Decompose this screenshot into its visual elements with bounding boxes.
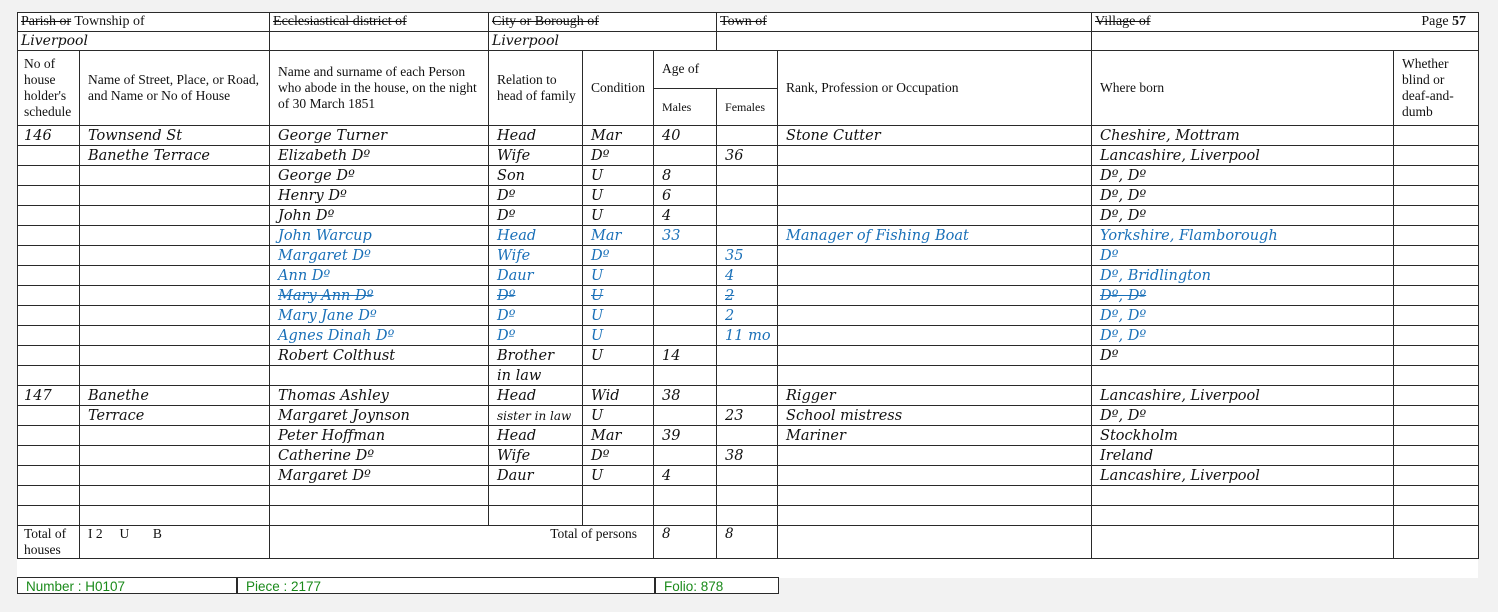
cell-occupation [778,366,1092,386]
table-row [18,486,1479,506]
cell-age-male: 33 [654,226,717,246]
city-label-text: City or Borough of [492,14,599,29]
cell-relation [489,486,583,506]
reference-piece: Piece : 2177 [237,577,655,594]
cell-occupation [778,346,1092,366]
cell-blind [1394,146,1479,166]
cell-name: Ann Dº [270,266,489,286]
cell-age-male [654,486,717,506]
cell-relation: Dº [489,186,583,206]
total-occupation-blank [778,526,1092,559]
cell-occupation: Stone Cutter [778,126,1092,146]
cell-schedule: 147 [18,386,80,406]
cell-blind [1394,306,1479,326]
cell-age-male [654,146,717,166]
table-row [18,426,1479,446]
cell-name: Henry Dº [270,186,489,206]
cell-age-female: 11 mo [717,326,778,346]
cell-age-female [717,166,778,186]
cell-age-male: 14 [654,346,717,366]
cell-age-male [654,366,717,386]
table-row [18,406,1479,426]
cell-blind [1394,166,1479,186]
cell-blind [1394,266,1479,286]
cell-street [80,266,270,286]
cell-name: George Dº [270,166,489,186]
cell-age-female [717,386,778,406]
cell-age-female: 4 [717,266,778,286]
cell-age-female [717,426,778,446]
city-label [489,13,717,32]
cell-street [80,446,270,466]
cell-age-female [717,206,778,226]
cell-condition: U [583,286,654,306]
cell-blind [1394,226,1479,246]
cell-occupation [778,146,1092,166]
col-header-age: Age of [654,51,778,89]
cell-relation: Wife [489,146,583,166]
cell-relation: Brother [489,346,583,366]
cell-street: Banethe Terrace [80,146,270,166]
cell-blind [1394,466,1479,486]
table-row [18,226,1479,246]
table-row-struck [18,286,1479,306]
cell-age-female [717,506,778,526]
cell-where-born: Dº, Dº [1092,206,1394,226]
cell-relation: Son [489,166,583,186]
cell-age-female [717,466,778,486]
cell-condition: U [583,166,654,186]
cell-condition: Dº [583,246,654,266]
cell-schedule [18,186,80,206]
cell-street [80,466,270,486]
table-row [18,146,1479,166]
cell-condition [583,366,654,386]
cell-age-female: 38 [717,446,778,466]
total-males: 8 [654,526,717,559]
cell-name: Robert Colthust [270,346,489,366]
cell-occupation [778,266,1092,286]
cell-street [80,486,270,506]
col-header-street: Name of Street, Place, or Road, and Name or No of House [80,51,270,126]
cell-blind [1394,126,1479,146]
total-blind-blank [1394,526,1479,559]
cell-street [80,206,270,226]
cell-relation: Wife [489,246,583,266]
cell-age-male [654,286,717,306]
village-value [1092,32,1479,51]
cell-condition [583,506,654,526]
cell-where-born: Dº, Dº [1092,306,1394,326]
col-header-name: Name and surname of each Person who abode in the house, on the night of 30 March 1851 [270,51,489,126]
cell-schedule [18,266,80,286]
reference-number: Number : H0107 [17,577,237,594]
town-value [717,32,1092,51]
cell-street [80,286,270,306]
cell-occupation [778,446,1092,466]
cell-blind [1394,326,1479,346]
cell-schedule [18,166,80,186]
table-row [18,346,1479,366]
table-row [18,266,1479,286]
cell-street: Townsend St [80,126,270,146]
cell-blind [1394,346,1479,366]
table-row [18,186,1479,206]
cell-blind [1394,446,1479,466]
cell-condition: U [583,306,654,326]
cell-condition: Mar [583,226,654,246]
table-row [18,506,1479,526]
cell-blind [1394,206,1479,226]
cell-condition: U [583,266,654,286]
cell-street [80,326,270,346]
page-indicator [1421,14,1466,30]
cell-age-male: 39 [654,426,717,446]
town-label [717,13,1092,32]
cell-occupation [778,306,1092,326]
cell-name: Elizabeth Dº [270,146,489,166]
col-header-schedule: No of house holder's schedule [18,51,80,126]
total-born-blank [1092,526,1394,559]
cell-condition: Mar [583,426,654,446]
cell-where-born: Dº [1092,346,1394,366]
cell-street [80,346,270,366]
cell-blind [1394,246,1479,266]
cell-where-born: Dº, Dº [1092,286,1394,306]
cell-schedule [18,226,80,246]
page-label: Page [1421,14,1449,29]
ecclesiastical-label [270,13,489,32]
cell-blind [1394,186,1479,206]
totals-row [18,526,1479,559]
col-header-occupation: Rank, Profession or Occupation [778,51,1092,126]
table-row [18,366,1479,386]
cell-name: Margaret Joynson [270,406,489,426]
reference-folio: Folio: 878 [655,577,779,594]
cell-name: Agnes Dinah Dº [270,326,489,346]
table-row [18,446,1479,466]
cell-where-born [1092,486,1394,506]
total-houses-label: Total of houses [18,526,80,559]
city-value: Liverpool [489,32,717,51]
table-row [18,166,1479,186]
cell-age-male: 4 [654,206,717,226]
cell-relation: Dº [489,306,583,326]
cell-where-born: Cheshire, Mottram [1092,126,1394,146]
cell-condition: U [583,406,654,426]
cell-relation: in law [489,366,583,386]
cell-where-born [1092,366,1394,386]
cell-age-female: 2 [717,286,778,306]
cell-age-male: 40 [654,126,717,146]
cell-relation [489,506,583,526]
cell-age-male [654,266,717,286]
cell-condition: Mar [583,126,654,146]
cell-occupation: Mariner [778,426,1092,446]
cell-schedule [18,406,80,426]
cell-relation: Dº [489,206,583,226]
cell-relation: Head [489,126,583,146]
cell-name: Peter Hoffman [270,426,489,446]
col-header-blind: Whether blind or deaf-and-dumb [1394,51,1479,126]
cell-age-male [654,506,717,526]
cell-street [80,246,270,266]
cell-blind [1394,366,1479,386]
cell-relation: Dº [489,326,583,346]
cell-schedule [18,206,80,226]
cell-street [80,506,270,526]
cell-occupation [778,246,1092,266]
cell-name: John Warcup [270,226,489,246]
ecclesiastical-value [270,32,489,51]
cell-schedule [18,426,80,446]
total-persons-label: Total of persons [270,526,654,559]
cell-schedule [18,346,80,366]
cell-age-male: 38 [654,386,717,406]
cell-age-male: 4 [654,466,717,486]
cell-street [80,186,270,206]
cell-schedule [18,326,80,346]
cell-age-female [717,186,778,206]
cell-schedule [18,466,80,486]
cell-condition: U [583,346,654,366]
cell-schedule [18,366,80,386]
cell-name: John Dº [270,206,489,226]
cell-where-born [1092,506,1394,526]
cell-age-female: 23 [717,406,778,426]
cell-relation: Dº [489,286,583,306]
cell-name [270,506,489,526]
cell-where-born: Dº [1092,246,1394,266]
cell-relation: Head [489,386,583,406]
cell-occupation: School mistress [778,406,1092,426]
cell-age-male [654,446,717,466]
cell-relation: Daur [489,466,583,486]
table-row [18,126,1479,146]
cell-name: Catherine Dº [270,446,489,466]
cell-street [80,306,270,326]
town-label-text: Town of [720,14,767,29]
census-sheet [17,12,1478,594]
cell-where-born: Stockholm [1092,426,1394,446]
cell-occupation [778,186,1092,206]
table-row [18,326,1479,346]
cell-schedule [18,286,80,306]
cell-schedule [18,306,80,326]
cell-occupation: Rigger [778,386,1092,406]
cell-where-born: Lancashire, Liverpool [1092,146,1394,166]
cell-blind [1394,386,1479,406]
cell-street [80,366,270,386]
cell-age-male: 6 [654,186,717,206]
parish-struck-text: Parish or [21,14,72,29]
cell-age-female [717,486,778,506]
cell-age-male [654,246,717,266]
cell-age-female [717,346,778,366]
cell-where-born: Ireland [1092,446,1394,466]
cell-blind [1394,506,1479,526]
cell-occupation [778,166,1092,186]
col-header-condition: Condition [583,51,654,126]
cell-where-born: Lancashire, Liverpool [1092,386,1394,406]
table-row [18,386,1479,406]
cell-where-born: Dº, Dº [1092,166,1394,186]
cell-condition: U [583,186,654,206]
cell-where-born: Dº, Dº [1092,186,1394,206]
cell-occupation [778,486,1092,506]
cell-name: George Turner [270,126,489,146]
cell-age-male: 8 [654,166,717,186]
table-row [18,206,1479,226]
cell-condition: Dº [583,446,654,466]
cell-occupation [778,286,1092,306]
cell-blind [1394,486,1479,506]
total-females: 8 [717,526,778,559]
total-houses-value: I 2 U B [80,526,270,559]
col-header-males: Males [654,88,717,126]
cell-occupation [778,506,1092,526]
cell-relation: Daur [489,266,583,286]
cell-street: Banethe [80,386,270,406]
table-row [18,306,1479,326]
parish-label-cell [18,13,270,32]
col-header-where-born: Where born [1092,51,1394,126]
cell-schedule [18,246,80,266]
cell-age-female [717,126,778,146]
cell-age-female [717,226,778,246]
table-row [18,466,1479,486]
cell-relation: Head [489,226,583,246]
cell-relation: Head [489,426,583,446]
cell-street [80,426,270,446]
cell-condition: U [583,206,654,226]
cell-relation: Wife [489,446,583,466]
table-row [18,246,1479,266]
col-header-females: Females [717,88,778,126]
cell-street [80,226,270,246]
village-label-text: Village of [1095,14,1151,29]
cell-age-female: 2 [717,306,778,326]
cell-street [80,166,270,186]
cell-name: Thomas Ashley [270,386,489,406]
cell-name [270,486,489,506]
cell-where-born: Dº, Dº [1092,326,1394,346]
cell-condition [583,486,654,506]
cell-name [270,366,489,386]
cell-occupation [778,206,1092,226]
cell-age-male [654,406,717,426]
cell-age-male [654,326,717,346]
cell-where-born: Yorkshire, Flamborough [1092,226,1394,246]
cell-schedule [18,506,80,526]
cell-condition: U [583,466,654,486]
cell-name: Mary Jane Dº [270,306,489,326]
cell-occupation [778,466,1092,486]
col-header-relation: Relation to head of family [489,51,583,126]
cell-age-female [717,366,778,386]
cell-occupation: Manager of Fishing Boat [778,226,1092,246]
village-page-cell [1092,13,1479,32]
cell-where-born: Lancashire, Liverpool [1092,466,1394,486]
cell-where-born: Dº, Bridlington [1092,266,1394,286]
cell-occupation [778,326,1092,346]
parish-label-text: Township of [71,14,145,29]
page-number: 57 [1452,14,1467,29]
cell-schedule: 146 [18,126,80,146]
cell-name: Margaret Dº [270,466,489,486]
cell-schedule [18,446,80,466]
cell-age-female: 35 [717,246,778,266]
reference-footer [17,577,779,594]
cell-schedule [18,486,80,506]
cell-street: Terrace [80,406,270,426]
cell-blind [1394,426,1479,446]
cell-schedule [18,146,80,166]
cell-condition: Wid [583,386,654,406]
parish-value: Liverpool [18,32,270,51]
cell-age-female: 36 [717,146,778,166]
cell-blind [1394,406,1479,426]
cell-relation: sister in law [489,406,583,426]
cell-where-born: Dº, Dº [1092,406,1394,426]
ecclesiastical-label-text: Ecclesiastical district of [273,14,407,29]
cell-name: Mary Ann Dº [270,286,489,306]
census-table [17,12,1479,559]
cell-condition: U [583,326,654,346]
cell-name: Margaret Dº [270,246,489,266]
cell-age-male [654,306,717,326]
cell-condition: Dº [583,146,654,166]
cell-blind [1394,286,1479,306]
